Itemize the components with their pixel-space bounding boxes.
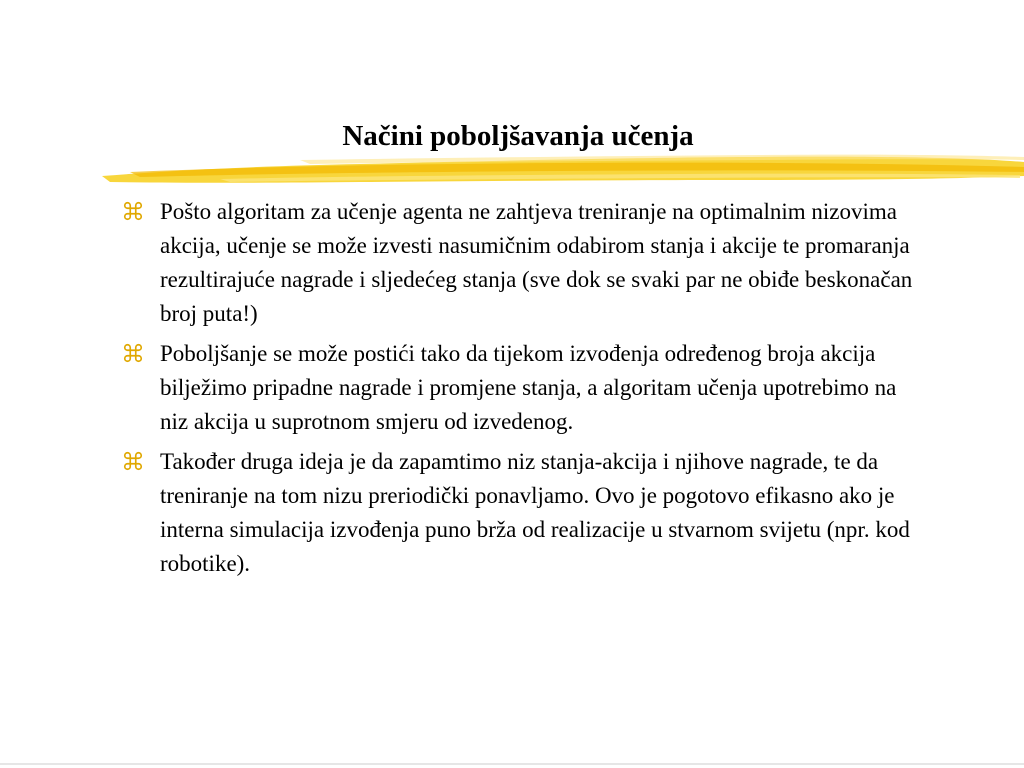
bullet-text: Pošto algoritam za učenje agenta ne zahtjeva treniranje na optimalnim nizovima akcija, učenje se može izvesti nasumičnim odabirom stanja i akcije te promaranja rezultirajuće nagrade i sljedećeg stanja (sve dok se svaki par ne obiđe beskonačan broj puta!)	[160, 199, 913, 326]
bottom-divider	[0, 763, 1024, 765]
command-key-icon	[122, 450, 144, 472]
list-item	[122, 195, 922, 331]
highlighter-stroke	[100, 146, 1024, 188]
command-key-icon	[122, 342, 144, 364]
bullet-text: Poboljšanje se može postići tako da tijekom izvođenja određenog broja akcija bilježimo pripadne nagrade i promjene stanja, a algoritam učenja upotrebimo na niz akcija u suprotnom smjeru od izvedenog.	[160, 341, 897, 434]
bullet-text: Također druga ideja je da zapamtimo niz stanja-akcija i njihove nagrade, te da treniranje na tom nizu preriodički ponavljamo. Ovo je pogotovo efikasno ako je interna simulacija izvođenja puno brža od realizacije u stvarnom svijetu (npr. kod robotike).	[160, 449, 910, 576]
command-key-icon	[122, 200, 144, 222]
slide-title: Načini poboljšavanja učenja	[342, 120, 694, 152]
list-item	[122, 337, 922, 439]
bullet-list	[122, 195, 922, 587]
list-item	[122, 445, 922, 581]
